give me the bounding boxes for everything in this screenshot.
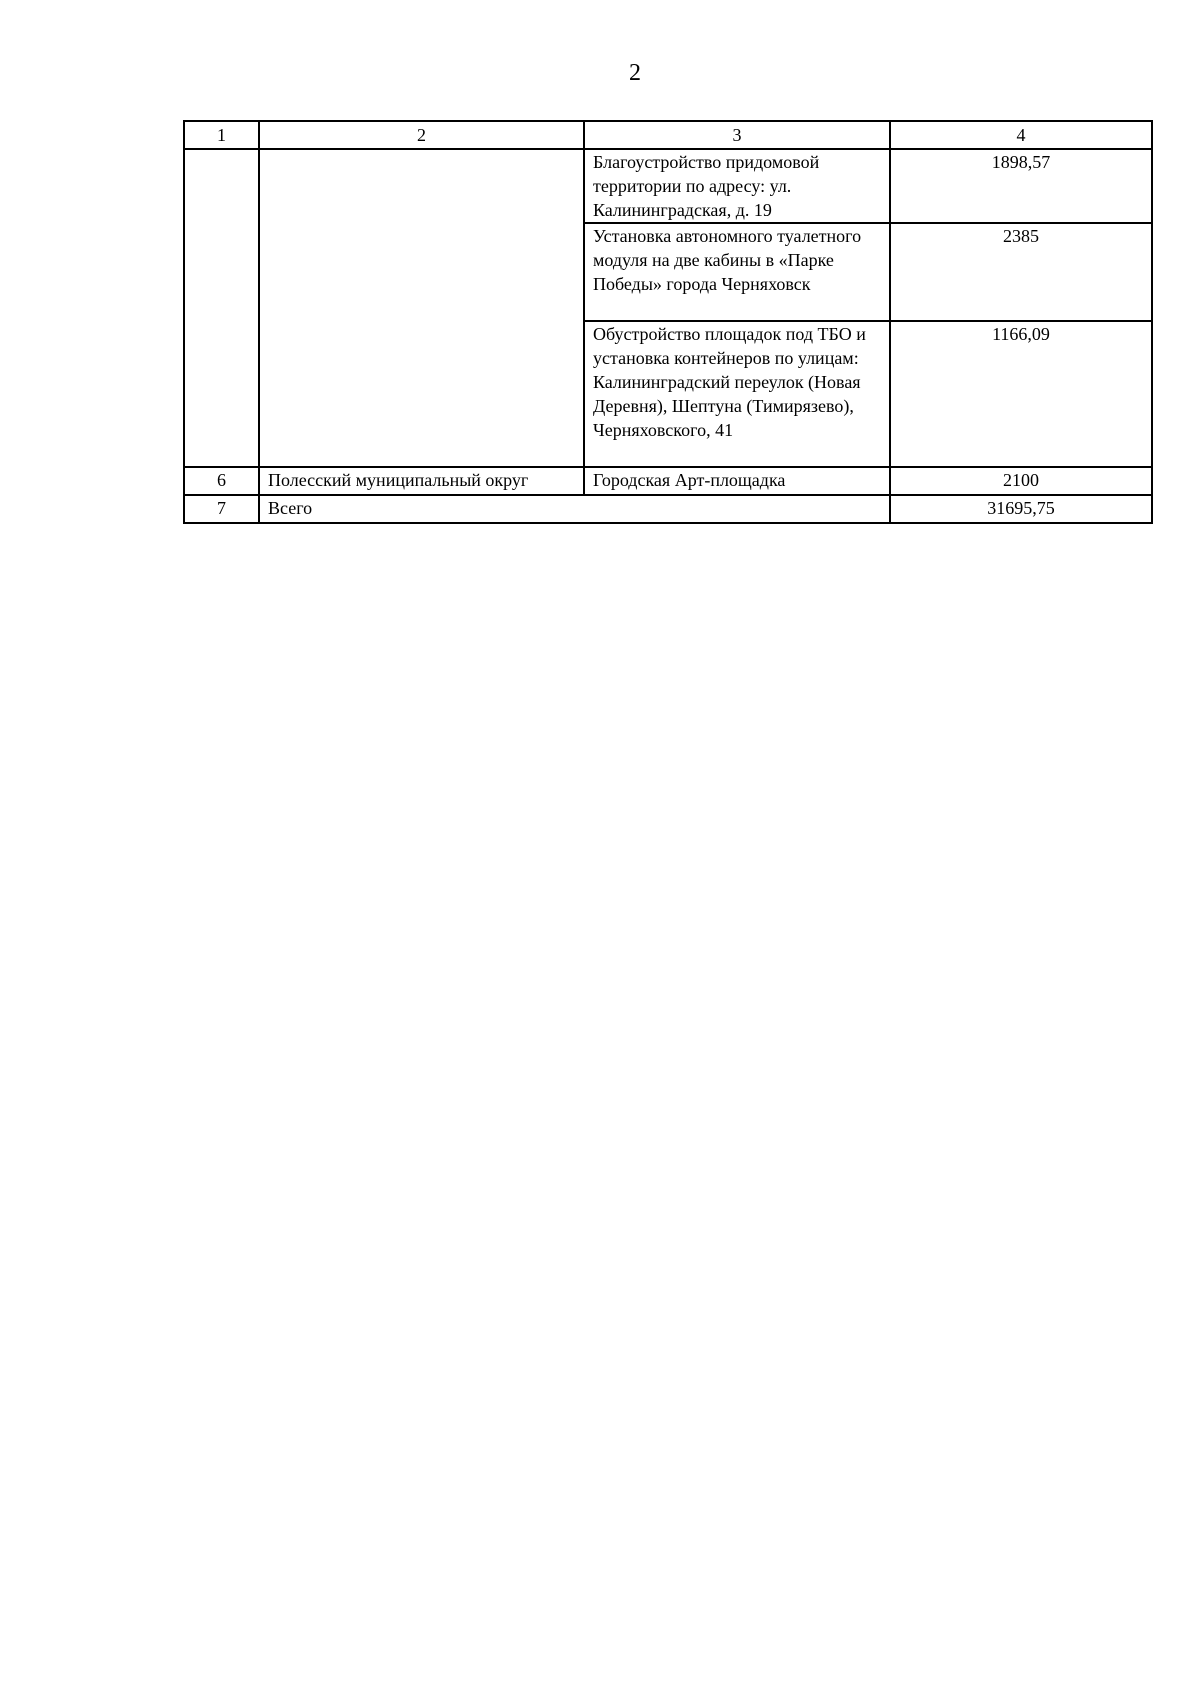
project-cell: Обустройство площадок под ТБО и установка контейнеров по улицам: Калининградский переулок (Новая Деревня), Шептуна (Тимирязево), Черняховского, 41 <box>584 321 890 467</box>
table-row <box>184 149 1152 223</box>
header-col-1: 1 <box>184 121 259 149</box>
header-col-2: 2 <box>259 121 584 149</box>
project-cell: Установка автономного туалетного модуля на две кабины в «Парке Победы» города Черняховск <box>584 223 890 321</box>
municipality-cell-empty <box>259 149 584 467</box>
amount-cell: 1898,57 <box>890 149 1152 223</box>
total-amount: 31695,75 <box>890 495 1152 523</box>
municipality-cell: Полесский муниципальный округ <box>259 467 584 495</box>
table-header-row <box>184 121 1152 149</box>
project-cell: Благоустройство придомовой территории по адресу: ул. Калининградская, д. 19 <box>584 149 890 223</box>
page-number: 2 <box>629 60 641 86</box>
table-row <box>184 467 1152 495</box>
amount-cell: 1166,09 <box>890 321 1152 467</box>
total-label: Всего <box>259 495 890 523</box>
total-row <box>184 495 1152 523</box>
number-cell: 7 <box>184 495 259 523</box>
project-cell: Городская Арт-площадка <box>584 467 890 495</box>
number-cell-empty <box>184 149 259 467</box>
header-col-3: 3 <box>584 121 890 149</box>
number-cell: 6 <box>184 467 259 495</box>
amount-cell: 2100 <box>890 467 1152 495</box>
budget-table <box>183 120 1153 524</box>
header-col-4: 4 <box>890 121 1152 149</box>
amount-cell: 2385 <box>890 223 1152 321</box>
